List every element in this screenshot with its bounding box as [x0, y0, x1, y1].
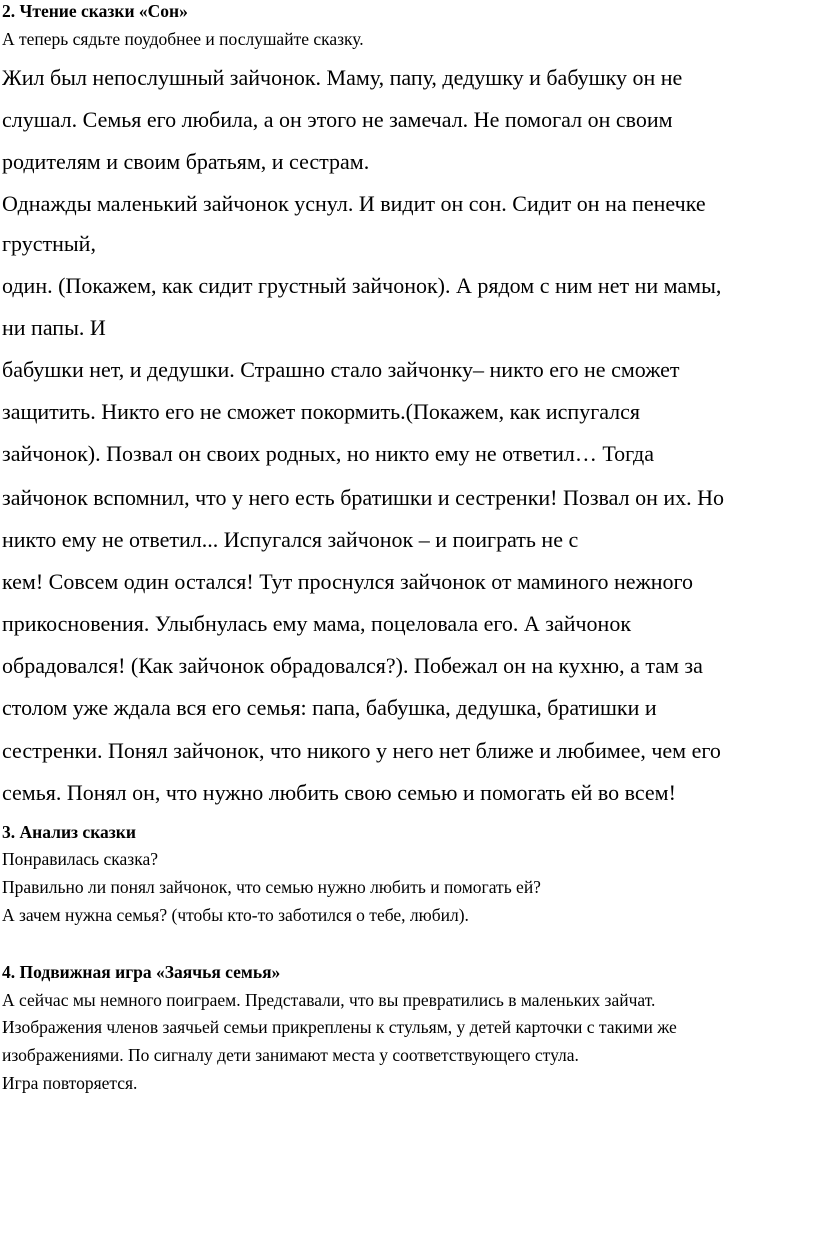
- section-3-line: Правильно ли понял зайчонок, что семью нужно любить и помогать ей?: [2, 877, 541, 897]
- section-3-line: Понравилась сказка?: [2, 849, 158, 869]
- story-line: зайчонок вспомнил, что у него есть братишки и сестренки! Позвал он их. Но: [2, 485, 725, 510]
- story-line: семья. Понял он, что нужно любить свою семью и помогать ей во всем!: [2, 780, 676, 805]
- story-line: защитить. Никто его не сможет покормить.(Покажем, как испугался: [2, 399, 641, 424]
- story-line: ни папы. И: [2, 315, 106, 340]
- story-line: зайчонок). Позвал он своих родных, но никто ему не ответил… Тогда: [2, 441, 655, 466]
- story-line: сестренки. Понял зайчонок, что никого у него нет ближе и любимее, чем его: [2, 738, 721, 763]
- story-line: обрадовался! (Как зайчонок обрадовался?). Побежал он на кухню, а там за: [2, 653, 703, 678]
- story-line: Жил был непослушный зайчонок. Маму, папу, дедушку и бабушку он не: [2, 65, 683, 90]
- section-4-line: Игра повторяется.: [2, 1073, 138, 1093]
- story-line: никто ему не ответил... Испугался зайчонок – и поиграть не с: [2, 527, 579, 552]
- section-2-heading: 2. Чтение сказки «Сон»: [2, 1, 188, 21]
- story-line: кем! Совсем один остался! Тут проснулся зайчонок от маминого нежного: [2, 569, 694, 594]
- section-3-line: А зачем нужна семья? (чтобы кто-то заботился о тебе, любил).: [2, 905, 469, 925]
- section-4-line: изображениями. По сигналу дети занимают места у соответствующего стула.: [2, 1045, 579, 1065]
- section-4-line: А сейчас мы немного поиграем. Представали, что вы превратились в маленьких зайчат.: [2, 990, 656, 1010]
- story-line: прикосновения. Улыбнулась ему мама, поцеловала его. А зайчонок: [2, 611, 632, 636]
- story-line: один. (Покажем, как сидит грустный зайчонок). А рядом с ним нет ни мамы,: [2, 273, 722, 298]
- section-3-heading: 3. Анализ сказки: [2, 822, 136, 842]
- story-line: грустный,: [2, 231, 96, 256]
- section-4-heading: 4. Подвижная игра «Заячья семья»: [2, 962, 281, 982]
- section-4-line: Изображения членов заячьей семьи прикреплены к стульям, у детей карточки с такими же: [2, 1017, 677, 1037]
- story-line: слушал. Семья его любила, а он этого не замечал. Не помогал он своим: [2, 107, 673, 132]
- story-line: Однажды маленький зайчонок уснул. И видит он сон. Сидит он на пенечке: [2, 191, 706, 216]
- story-line: родителям и своим братьям, и сестрам.: [2, 149, 370, 174]
- story-line: бабушки нет, и дедушки. Страшно стало зайчонку– никто его не сможет: [2, 357, 680, 382]
- story-line: столом уже ждала вся его семья: папа, бабушка, дедушка, братишки и: [2, 695, 657, 720]
- section-2-intro: А теперь сядьте поудобнее и послушайте сказку.: [2, 29, 364, 49]
